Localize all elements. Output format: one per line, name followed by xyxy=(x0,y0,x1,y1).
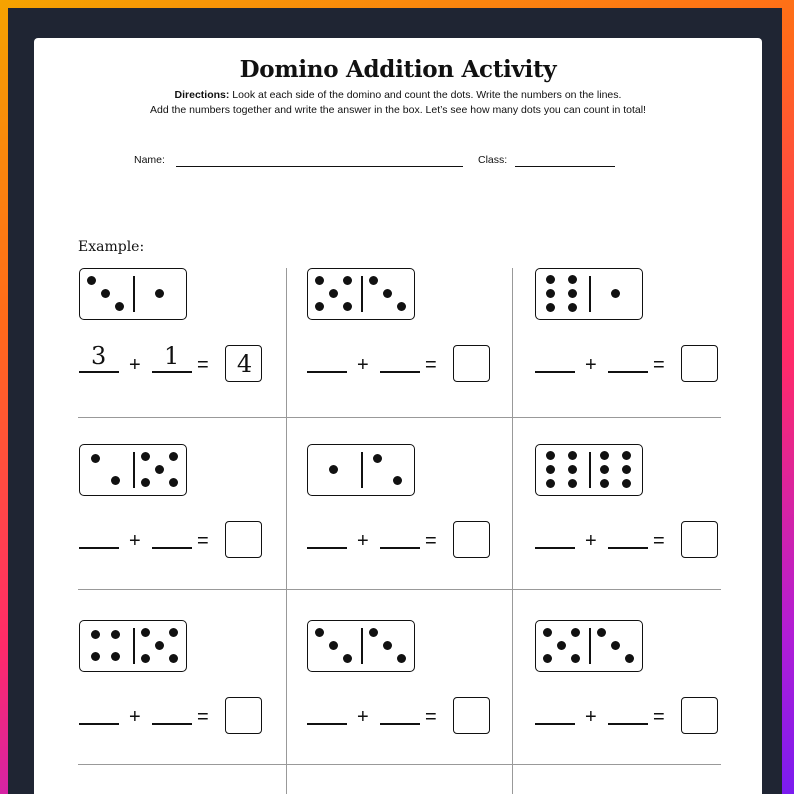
first-addend-blank[interactable] xyxy=(535,723,575,725)
answer-box[interactable] xyxy=(225,345,262,382)
first-addend-blank[interactable] xyxy=(307,723,347,725)
equals-sign: = xyxy=(425,706,437,728)
domino-left-dot xyxy=(91,652,100,661)
domino-left-dot xyxy=(546,465,555,474)
domino-divider xyxy=(589,628,591,664)
domino-tile xyxy=(535,620,643,672)
domino-left-dot xyxy=(571,628,580,637)
plus-sign: + xyxy=(585,530,597,552)
second-addend-blank[interactable] xyxy=(152,547,192,549)
domino-right-dot xyxy=(169,452,178,461)
plus-sign: + xyxy=(129,354,141,376)
domino-right-dot xyxy=(393,476,402,485)
domino-right-dot xyxy=(611,289,620,298)
grid-divider-h2 xyxy=(78,589,721,590)
domino-right-dot xyxy=(383,289,392,298)
domino-left-dot xyxy=(115,302,124,311)
first-addend-blank[interactable] xyxy=(535,371,575,373)
domino-left-dot xyxy=(87,276,96,285)
domino-tile xyxy=(535,268,643,320)
directions-label: Directions: xyxy=(174,89,230,101)
plus-sign: + xyxy=(129,706,141,728)
plus-sign: + xyxy=(357,354,369,376)
domino-divider xyxy=(589,452,591,488)
second-addend-blank[interactable] xyxy=(152,723,192,725)
domino-left-dot xyxy=(315,276,324,285)
domino-left-dot xyxy=(568,303,577,312)
domino-right-dot xyxy=(622,465,631,474)
domino-right-dot xyxy=(141,628,150,637)
answer-box[interactable] xyxy=(453,345,490,382)
answer-box[interactable] xyxy=(453,521,490,558)
grid-divider-v1 xyxy=(286,268,287,794)
domino-tile xyxy=(79,268,187,320)
domino-left-dot xyxy=(329,289,338,298)
domino-left-dot xyxy=(343,654,352,663)
domino-right-dot xyxy=(597,628,606,637)
domino-divider xyxy=(361,452,363,488)
domino-left-dot xyxy=(111,476,120,485)
domino-left-dot xyxy=(111,630,120,639)
second-addend-blank[interactable] xyxy=(608,371,648,373)
equals-sign: = xyxy=(197,706,209,728)
domino-left-dot xyxy=(568,479,577,488)
domino-left-dot xyxy=(101,289,110,298)
domino-right-dot xyxy=(155,641,164,650)
domino-right-dot xyxy=(625,654,634,663)
domino-right-dot xyxy=(383,641,392,650)
example-first-addend: 3 xyxy=(91,342,107,370)
class-label: Class: xyxy=(478,154,508,166)
domino-right-dot xyxy=(611,641,620,650)
equals-sign: = xyxy=(197,530,209,552)
domino-right-dot xyxy=(397,654,406,663)
domino-left-dot xyxy=(546,303,555,312)
domino-left-dot xyxy=(329,641,338,650)
second-addend-blank[interactable] xyxy=(380,547,420,549)
domino-left-dot xyxy=(546,451,555,460)
answer-box[interactable] xyxy=(453,697,490,734)
domino-left-dot xyxy=(546,275,555,284)
equals-sign: = xyxy=(653,706,665,728)
plus-sign: + xyxy=(585,706,597,728)
domino-left-dot xyxy=(568,451,577,460)
first-addend-blank[interactable] xyxy=(79,547,119,549)
domino-right-dot xyxy=(141,452,150,461)
second-addend-blank[interactable] xyxy=(152,371,192,373)
domino-right-dot xyxy=(397,302,406,311)
answer-box[interactable] xyxy=(681,345,718,382)
example-label: Example: xyxy=(78,239,145,255)
domino-divider xyxy=(133,628,135,664)
domino-right-dot xyxy=(369,628,378,637)
domino-left-dot xyxy=(568,275,577,284)
answer-box[interactable] xyxy=(681,521,718,558)
domino-left-dot xyxy=(343,302,352,311)
domino-right-dot xyxy=(600,479,609,488)
answer-box[interactable] xyxy=(225,521,262,558)
domino-divider xyxy=(133,452,135,488)
domino-right-dot xyxy=(169,628,178,637)
domino-tile xyxy=(79,444,187,496)
domino-tile xyxy=(307,444,415,496)
domino-left-dot xyxy=(571,654,580,663)
domino-divider xyxy=(589,276,591,312)
worksheet-page xyxy=(34,38,762,794)
directions-text-1: Look at each side of the domino and count the dots. Write the numbers on the lines. xyxy=(229,89,622,101)
worksheet-title: Domino Addition Activity xyxy=(239,56,557,83)
domino-divider xyxy=(361,276,363,312)
domino-left-dot xyxy=(91,630,100,639)
domino-left-dot xyxy=(543,628,552,637)
domino-left-dot xyxy=(568,289,577,298)
domino-left-dot xyxy=(546,289,555,298)
domino-divider xyxy=(361,628,363,664)
equals-sign: = xyxy=(653,530,665,552)
domino-right-dot xyxy=(169,654,178,663)
domino-right-dot xyxy=(622,451,631,460)
first-addend-blank[interactable] xyxy=(79,723,119,725)
class-line[interactable] xyxy=(515,166,615,167)
domino-left-dot xyxy=(543,654,552,663)
second-addend-blank[interactable] xyxy=(380,723,420,725)
domino-left-dot xyxy=(546,479,555,488)
second-addend-blank[interactable] xyxy=(380,371,420,373)
domino-left-dot xyxy=(557,641,566,650)
domino-tile xyxy=(307,620,415,672)
domino-right-dot xyxy=(141,478,150,487)
name-line[interactable] xyxy=(176,166,463,167)
directions-line-1 xyxy=(34,88,762,103)
grid-divider-h3 xyxy=(78,764,721,765)
plus-sign: + xyxy=(129,530,141,552)
domino-left-dot xyxy=(568,465,577,474)
grid-divider-v2 xyxy=(512,268,513,794)
second-addend-blank[interactable] xyxy=(608,547,648,549)
domino-right-dot xyxy=(600,465,609,474)
domino-right-dot xyxy=(622,479,631,488)
domino-right-dot xyxy=(155,289,164,298)
equals-sign: = xyxy=(425,530,437,552)
example-second-addend: 1 xyxy=(164,342,180,370)
directions-line-2: Add the numbers together and write the answer in the box. Let’s see how many dots you can count in total! xyxy=(150,104,646,116)
answer-box[interactable] xyxy=(681,697,718,734)
answer-box[interactable] xyxy=(225,697,262,734)
domino-left-dot xyxy=(329,465,338,474)
domino-right-dot xyxy=(169,478,178,487)
domino-left-dot xyxy=(343,276,352,285)
domino-right-dot xyxy=(600,451,609,460)
domino-divider xyxy=(133,276,135,312)
first-addend-blank[interactable] xyxy=(307,371,347,373)
equals-sign: = xyxy=(653,354,665,376)
domino-right-dot xyxy=(155,465,164,474)
plus-sign: + xyxy=(357,530,369,552)
domino-tile xyxy=(535,444,643,496)
first-addend-blank[interactable] xyxy=(535,547,575,549)
equals-sign: = xyxy=(425,354,437,376)
domino-right-dot xyxy=(373,454,382,463)
grid-divider-h1 xyxy=(78,417,721,418)
domino-left-dot xyxy=(111,652,120,661)
plus-sign: + xyxy=(585,354,597,376)
domino-left-dot xyxy=(315,628,324,637)
domino-tile xyxy=(79,620,187,672)
domino-tile xyxy=(307,268,415,320)
domino-left-dot xyxy=(315,302,324,311)
equals-sign: = xyxy=(197,354,209,376)
plus-sign: + xyxy=(357,706,369,728)
second-addend-blank[interactable] xyxy=(608,723,648,725)
example-sum: 4 xyxy=(236,350,253,378)
domino-left-dot xyxy=(91,454,100,463)
name-label: Name: xyxy=(134,154,165,166)
first-addend-blank[interactable] xyxy=(79,371,119,373)
domino-right-dot xyxy=(369,276,378,285)
first-addend-blank[interactable] xyxy=(307,547,347,549)
domino-right-dot xyxy=(141,654,150,663)
